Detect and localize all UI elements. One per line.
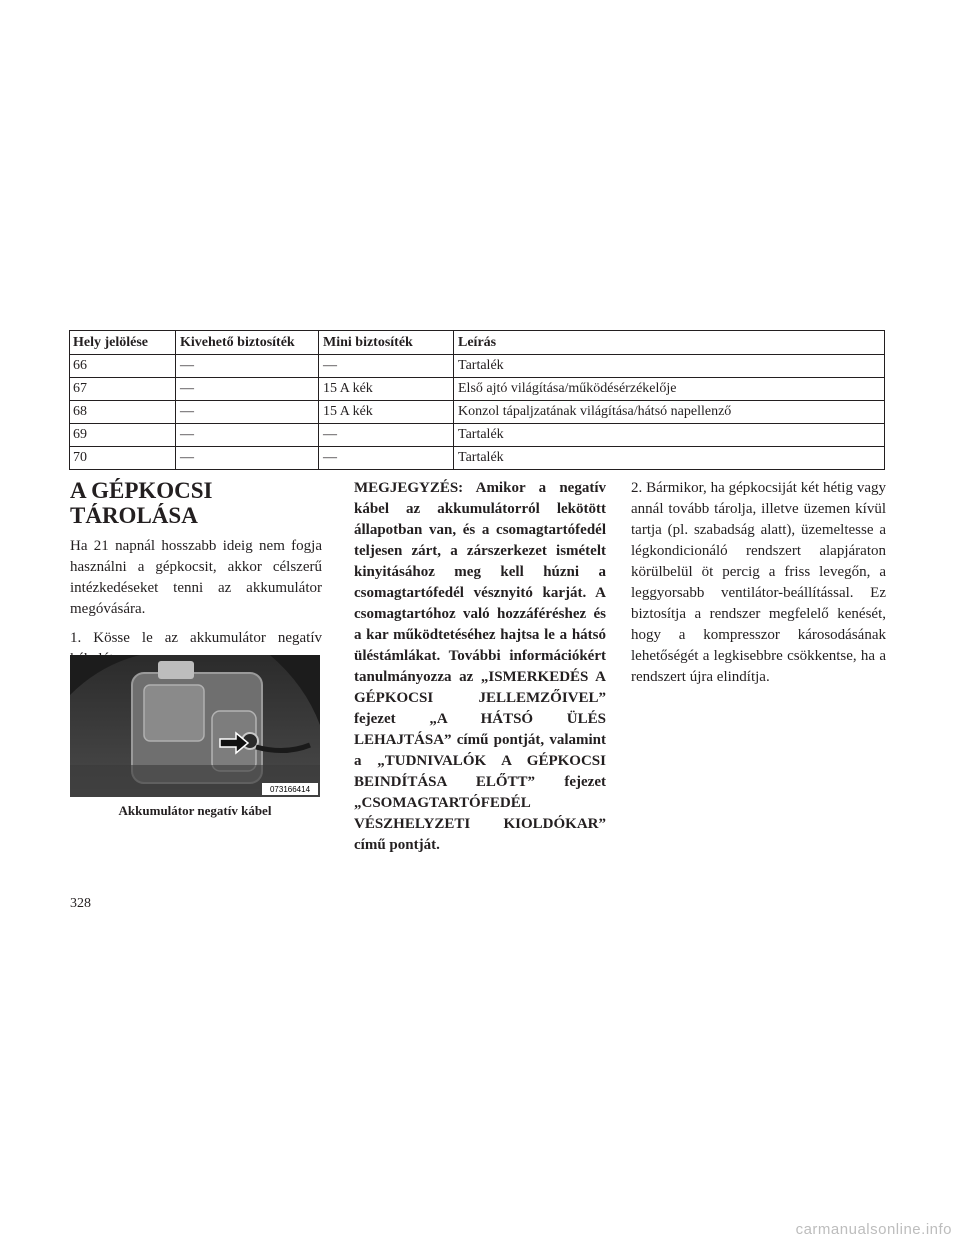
watermark: carmanualsonline.info [795, 1221, 952, 1238]
cell-description: Első ajtó világítása/működésérzékelője [454, 378, 885, 401]
cell-description: Tartalék [454, 355, 885, 378]
section-title-line1: A GÉPKOCSI [70, 478, 213, 503]
figure-label: 073166414 [269, 785, 311, 794]
table-row [70, 424, 885, 447]
battery-illustration [70, 655, 320, 797]
cell-location: 67 [70, 378, 176, 401]
table-row [70, 378, 885, 401]
cell-cartridge: — [176, 378, 319, 401]
cell-mini: 15 A kék [319, 401, 454, 424]
table-row [70, 355, 885, 378]
step-2: 2. Bármikor, ha gépkocsiját két hétig vagy annál tovább tárolja, illetve üzemen kívül tartja (pl. szabadság alatt), üzemeltesse a légkondicionáló rendszert alapjáraton körülbelül öt percig a friss levegőn, a leggyorsabb ventilátor-beállítással. Ez biztosítja a rendszer megfelelő kenését, hogy a kompresszor károsodásának lehetőségét a legkisebbre csökkentse, ha a rendszert újra elindítja. [631, 480, 886, 685]
fuse-table [69, 330, 885, 470]
cell-description: Tartalék [454, 447, 885, 470]
cell-cartridge: — [176, 355, 319, 378]
section-title [70, 478, 322, 528]
table-row [70, 401, 885, 424]
column-left [70, 478, 322, 678]
table-header-row [70, 331, 885, 355]
intro-paragraph: Ha 21 napnál hosszabb ideig nem fogja használni a gépkocsit, akkor célszerű intézkedéseket tenni az akkumulátor megóvására. [70, 538, 322, 617]
cell-mini: — [319, 424, 454, 447]
column-middle [354, 478, 606, 856]
cell-mini: — [319, 355, 454, 378]
page-number: 328 [70, 896, 91, 911]
figure-caption: Akkumulátor negatív kábel [118, 803, 272, 818]
column-right [631, 478, 886, 696]
cell-cartridge: — [176, 447, 319, 470]
battery-photo [70, 655, 320, 797]
note-body: Amikor a negatív kábel az akkumulátorról lekötött állapotban van, és a csomagtartófedél teljesen zárt, a zárszerkezet ismételt kinyitásához meg kell húzni a csomagtartófedél vésznyitó karját. A csomagtartóhoz való hozzáféréshez és a kar működtetéséhez hajtsa le a hátsó üléstámlákat. További információkért tanulmányozza az „ISMERKEDÉS A GÉPKOCSI JELLEMZŐIVEL” fejezet „A HÁTSÓ ÜLÉS LEHAJTÁSA” című pontját, valamint a „TUDNIVALÓK A GÉPKOCSI BEINDÍTÁSA ELŐTT” fejezet „CSOMAGTARTÓFEDÉL VÉSZHELYZETI KIOLDÓKAR” című pontját. [354, 480, 606, 853]
table-row [70, 447, 885, 470]
section-title-line2: TÁROLÁSA [70, 503, 198, 528]
cell-location: 66 [70, 355, 176, 378]
header-description: Leírás [454, 331, 885, 355]
cell-cartridge: — [176, 401, 319, 424]
note-lead: MEGJEGYZÉS: [354, 480, 464, 496]
cell-mini: — [319, 447, 454, 470]
header-cartridge-fuse: Kivehető biztosíték [176, 331, 319, 355]
cell-location: 70 [70, 447, 176, 470]
header-location: Hely jelölése [70, 331, 176, 355]
cell-location: 68 [70, 401, 176, 424]
cell-location: 69 [70, 424, 176, 447]
cell-description: Tartalék [454, 424, 885, 447]
step-1: 1. Kösse le az akkumulátor negatív [70, 630, 322, 646]
cell-cartridge: — [176, 424, 319, 447]
note-paragraph [354, 478, 606, 856]
cell-description: Konzol tápaljzatának világítása/hátsó napellenző [454, 401, 885, 424]
cell-mini: 15 A kék [319, 378, 454, 401]
header-mini-fuse: Mini biztosíték [319, 331, 454, 355]
